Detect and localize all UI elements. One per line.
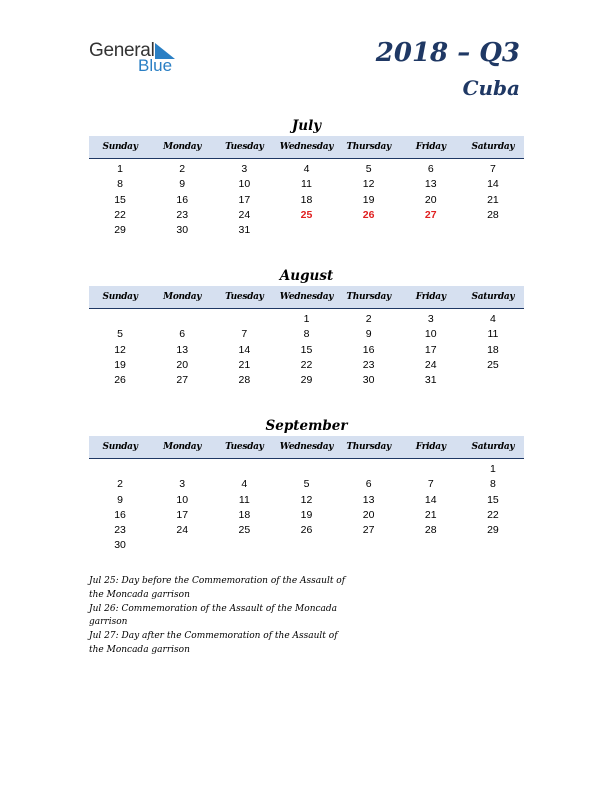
day-cell [151,462,213,477]
day-cell: 22 [487,508,499,521]
day-cell: 30 [362,374,375,387]
day-cell: 2 [365,313,372,325]
day-cell: 1 [489,463,496,475]
day-cell: 17 [424,343,437,356]
day-cell [400,223,462,238]
day-cell [275,223,337,238]
day-cell: 18 [300,193,313,206]
day-cell: 27 [362,524,375,537]
day-cell: 29 [487,524,499,537]
day-cell: 11 [301,178,312,191]
day-cell: 4 [489,313,496,325]
day-cell [89,462,151,477]
day-cell: 26 [300,524,313,537]
weekday-label: Thursday [346,442,391,452]
day-cell: 3 [427,313,434,325]
day-cell: 15 [487,493,499,506]
day-cell [275,538,337,553]
week-row [89,327,524,342]
page-title: 2018 – Q3 [375,38,520,68]
weekday-header [89,286,524,309]
weekday-label: Wednesday [279,292,334,302]
day-cell: 14 [487,178,499,191]
day-cell: 9 [117,493,123,506]
month-title: August [279,268,334,284]
month-title: September [265,418,348,434]
weekday-label: Friday [415,442,446,452]
day-cell: 10 [424,328,437,341]
day-cell [338,538,400,553]
day-cell [462,373,524,388]
day-cell: 25 [487,358,499,371]
day-cell: 6 [427,163,434,175]
day-cell [338,462,400,477]
weekday-label: Saturday [471,442,515,452]
week-row [89,508,524,523]
day-cell: 22 [114,208,126,221]
week-row [89,523,524,538]
day-cell: 6 [365,478,372,491]
weekday-header [89,136,524,159]
month-title: July [291,118,322,134]
week-row [89,162,524,177]
day-cell: 16 [176,193,189,206]
day-cell: 1 [303,313,310,325]
day-cell: 27 [176,374,189,387]
day-cell: 23 [362,358,375,371]
logo-general-text: General [89,40,155,61]
day-cell: 29 [114,224,126,237]
weekday-header [89,436,524,459]
day-cell: 24 [424,358,437,371]
day-cell: 17 [176,508,189,521]
day-cell: 4 [303,163,310,175]
day-cell: 9 [179,178,186,191]
day-cell: 2 [117,478,123,491]
day-cell: 16 [362,343,375,356]
day-cell: 6 [179,328,186,341]
day-cell [213,312,275,327]
week-row [89,208,524,223]
day-cell [400,462,462,477]
holiday-note: Jul 27: Day after the Commemoration of the Assault of the Moncada garrison [89,631,338,655]
weekday-label: Tuesday [225,442,264,452]
day-cell: 1 [117,163,123,175]
day-cell: 20 [176,358,189,371]
day-cell: 11 [487,328,499,341]
week-row [89,177,524,192]
day-cell: 21 [487,193,499,206]
weekday-label: Friday [415,292,446,302]
day-cell: 31 [238,224,251,237]
day-cell: 10 [176,493,189,506]
day-cell: 5 [365,163,372,175]
month-august [89,266,524,388]
weekday-label: Monday [163,442,202,452]
holiday-note: Jul 25: Day before the Commemoration of the Assault of the Moncada garrison [89,576,346,600]
day-cell [338,223,400,238]
week-row [89,358,524,373]
month-september [89,416,524,554]
day-cell [400,538,462,553]
day-cell: 2 [179,163,186,175]
day-cell: 22 [300,358,313,371]
day-cell: 11 [238,493,250,506]
holiday-day-cell: 26 [362,208,375,221]
day-cell: 24 [176,524,189,537]
day-cell [151,312,213,327]
weekday-label: Friday [415,142,446,152]
holiday-day-cell: 27 [424,208,437,221]
day-cell: 30 [114,539,126,552]
day-cell: 23 [176,208,189,221]
day-cell: 8 [489,478,496,491]
day-cell: 16 [114,508,126,521]
day-cell: 28 [238,374,251,387]
day-cell: 21 [238,358,251,371]
day-grid [89,312,524,388]
day-cell: 14 [424,493,437,506]
day-cell: 29 [300,374,313,387]
weekday-label: Monday [163,142,202,152]
day-cell: 12 [114,343,126,356]
week-row [89,373,524,388]
day-cell [275,462,337,477]
day-cell [462,223,524,238]
day-cell: 31 [424,374,437,387]
week-row [89,493,524,508]
day-cell: 8 [117,178,123,191]
week-row [89,477,524,492]
day-cell: 25 [238,524,251,537]
day-cell: 19 [300,508,313,521]
day-cell: 23 [114,524,126,537]
day-cell: 7 [241,328,248,341]
weekday-label: Wednesday [279,142,334,152]
day-cell: 18 [487,343,499,356]
weekday-label: Thursday [346,292,391,302]
holiday-notes [89,575,349,658]
country-name: Cuba [462,76,520,100]
day-cell: 3 [179,478,186,491]
day-cell: 13 [362,493,375,506]
week-row [89,193,524,208]
day-cell: 15 [114,193,126,206]
week-row [89,343,524,358]
weekday-label: Saturday [471,142,515,152]
day-cell: 8 [303,328,310,341]
week-row [89,312,524,327]
day-cell [213,538,275,553]
week-row [89,538,524,553]
day-cell: 5 [303,478,310,491]
day-cell: 26 [114,374,126,387]
week-row [89,223,524,238]
weekday-label: Wednesday [279,442,334,452]
day-cell: 10 [238,178,251,191]
day-cell: 19 [362,193,375,206]
day-cell: 3 [241,163,248,175]
day-cell: 19 [114,358,126,371]
day-cell: 5 [117,328,123,341]
day-cell [213,462,275,477]
day-cell: 17 [238,193,251,206]
day-cell: 4 [241,478,248,491]
day-cell [151,538,213,553]
day-grid [89,462,524,554]
day-cell: 15 [300,343,313,356]
day-cell: 12 [300,493,313,506]
day-cell: 7 [489,163,496,175]
weekday-label: Monday [163,292,202,302]
day-cell: 28 [487,208,499,221]
day-cell: 28 [424,524,437,537]
day-cell: 24 [238,208,251,221]
day-cell: 14 [238,343,251,356]
weekday-label: Tuesday [225,292,264,302]
day-cell: 21 [424,508,437,521]
weekday-label: Tuesday [225,142,264,152]
day-cell [462,538,524,553]
week-row [89,462,524,477]
holiday-note: Jul 26: Commemoration of the Assault of the Moncada garrison [89,603,338,627]
day-cell: 9 [365,328,372,341]
day-cell: 20 [424,193,437,206]
day-grid [89,162,524,238]
weekday-label: Saturday [471,292,515,302]
day-cell: 13 [424,178,437,191]
day-cell: 30 [176,224,189,237]
day-cell: 18 [238,508,251,521]
day-cell: 7 [427,478,434,491]
day-cell: 12 [362,178,375,191]
weekday-label: Sunday [102,292,138,302]
day-cell: 20 [362,508,375,521]
weekday-label: Thursday [346,142,391,152]
day-cell [89,312,151,327]
month-july [89,116,524,238]
logo-blue-text: Blue [138,56,173,75]
holiday-day-cell: 25 [300,208,313,221]
weekday-label: Sunday [102,442,138,452]
weekday-label: Sunday [102,142,138,152]
day-cell: 13 [176,343,189,356]
